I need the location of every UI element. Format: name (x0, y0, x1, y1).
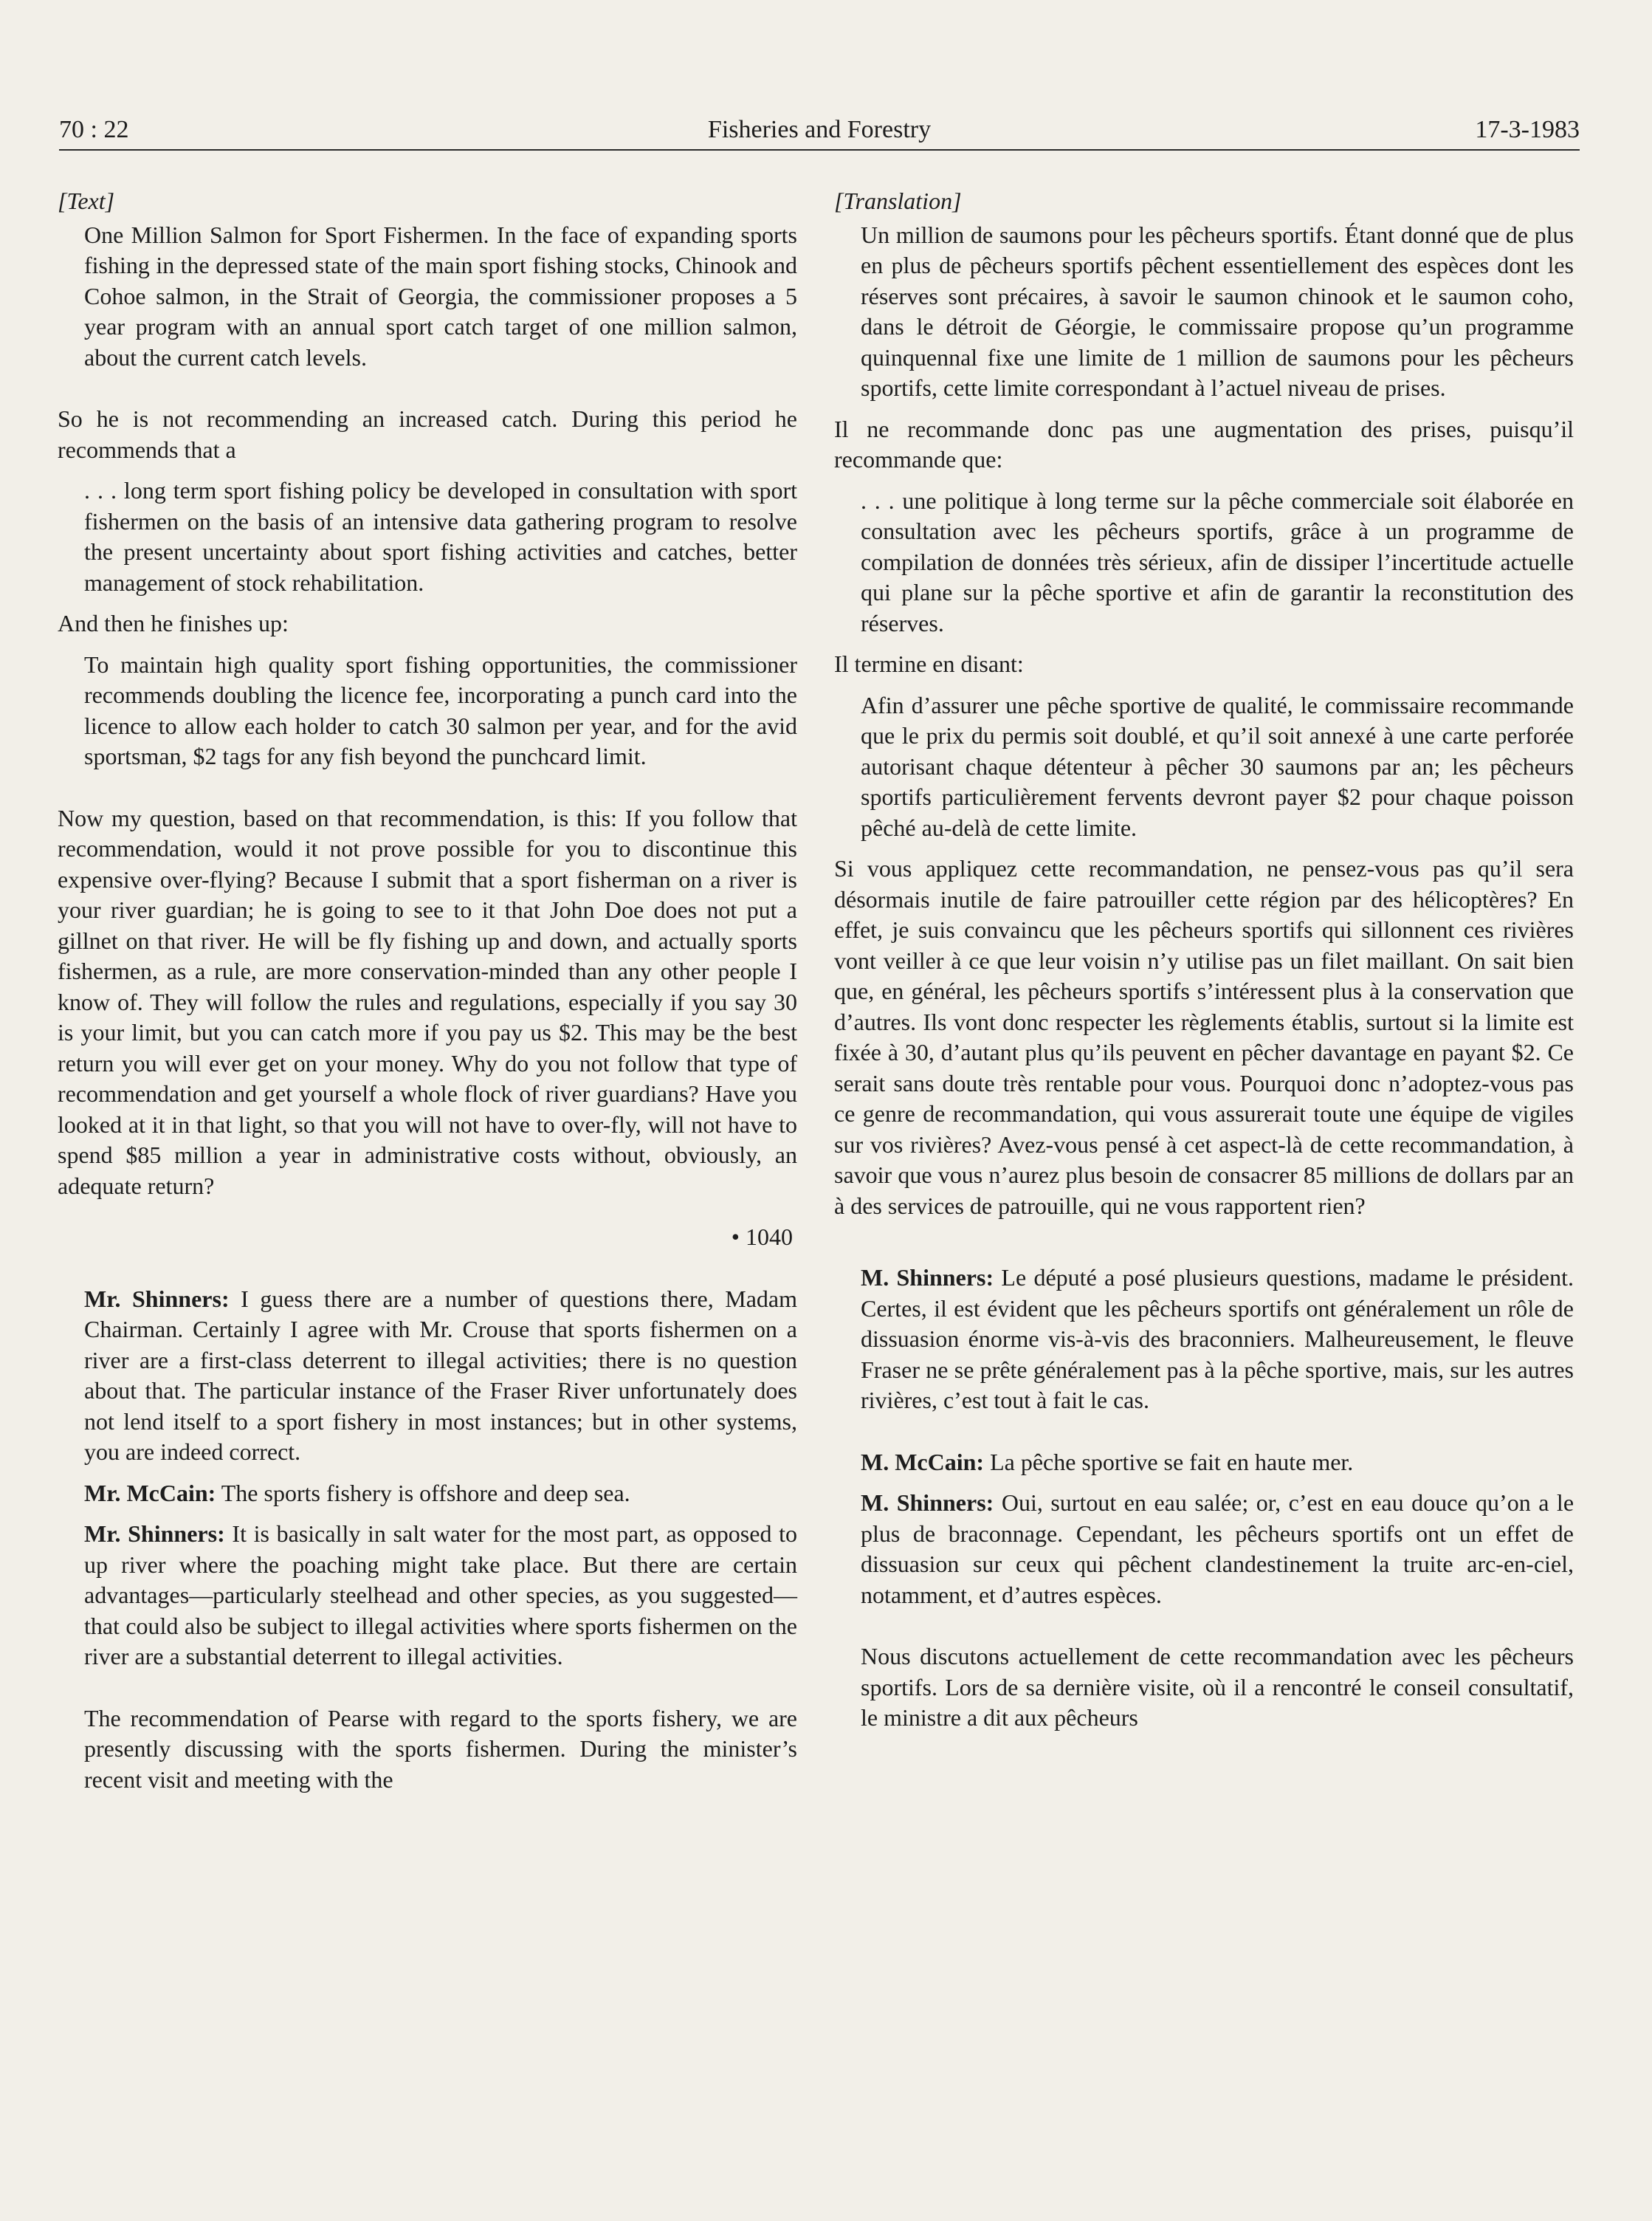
paragraph: Nous discutons actuellement de cette recommandation avec les pêcheurs sportifs. Lors de sa dernière visite, où il a rencontré le conseil consultatif, le ministre a dit aux pêcheurs (861, 1643, 1574, 1731)
speech-text: I guess there are a number of questions there, Madam Chairman. Certainly I agree with Mr. Crouse that sports fishermen on a river are a first-class deterrent to illegal activities; there is no question about that. The particular instance of the Fraser River unfortunately does not lend itself to a sport fishery in most instances; but in other systems, you are indeed correct. (84, 1285, 798, 1465)
speaker-name: M. McCain: (861, 1448, 985, 1475)
speech (834, 1447, 1574, 1478)
speaker-name: Mr. Shinners: (84, 1285, 230, 1312)
speech-text: The sports fishery is offshore and deep sea. (221, 1479, 630, 1506)
speaker-name: Mr. Shinners: (84, 1520, 225, 1547)
running-title: Fisheries and Forestry (707, 116, 932, 143)
quotation: Afin d’assurer une pêche sportive de qualité, le commissaire recommande que le prix du permis soit doublé, et qu’il soit annexé à une carte perforée autorisant chaque détenteur à pêcher 30 saumons par an; les pêcheurs sportifs particulièrement fervents devront payer $2 pour chaque poisson pêché au-delà de cette limite. (861, 691, 1574, 841)
quotation: . . . long term sport fishing policy be developed in consultation with sport fishermen on the basis of an intensive data gathering program to resolve the present uncertainty about sport fishing activities and catches, better management of stock rehabilitation. (84, 477, 797, 596)
speech-text: It is basically in salt water for the most part, as opposed to up river where the poaching might take place. But there are certain advantages—particularly steelhead and other species, as you suggested—that could also be subject to illegal activities where sports fishermen on the river are a substantial deterrent to illegal activities. (84, 1520, 798, 1669)
paragraph: Si vous appliquez cette recommandation, ne pensez-vous pas qu’il sera désormais inutile de faire patrouiller cette région par des hélicoptères? En effet, je suis convaincu que les pêcheurs sportifs qui sillonnent ces rivières vont veiller à ce que leur voisin n’y utilise pas un filet maillant. On sait bien que, en général, les pêcheurs sportifs s’intéressent plus à la conservation que d’autres. Ils vont donc respecter les règlements établis, surtout si la limite est fixée à 30, d’autant plus qu’ils peuvent en pêcher davantage en payant $2. Ce serait sans doute très rentable pour vous. Pourquoi donc n’adoptez-vous pas ce genre de recommandation, qui vous assurerait toute une équipe de vigiles sur vos rivières? Avez-vous pensé à cet aspect-là de cette recommandation, à savoir que vous n’aurez plus besoin de consacrer 85 millions de dollars par an à des services de patrouille, qui ne vous rapportent rien? (834, 855, 1574, 1219)
speaker-name: M. Shinners: (861, 1489, 994, 1516)
translation-tag: [Translation] (834, 188, 962, 214)
page-header (59, 111, 1580, 151)
speaker-name: Mr. McCain: (84, 1479, 216, 1506)
paragraph: And then he finishes up: (58, 610, 289, 636)
french-column (834, 186, 1574, 1734)
speech (834, 1263, 1574, 1416)
english-column (58, 186, 797, 1795)
speech (58, 1478, 797, 1509)
speech-text: La pêche sportive se fait en haute mer. (990, 1448, 1354, 1475)
speaker-name: M. Shinners: (861, 1264, 994, 1291)
paragraph: Un million de saumons pour les pêcheurs sportifs. Étant donné que de plus en plus de pêcheurs sportifs pêchent essentiellement des espèces dont les réserves sont précaires, à savoir le saumon chinook et le saumon coho, dans le détroit de Géorgie, le commissaire propose qu’un programme quinquennal fixe une limite de 1 million de saumons pour les pêcheurs sportifs, cette limite correspondant à l’actuel niveau de prises. (861, 221, 1574, 401)
paragraph: Il termine en disant: (834, 650, 1024, 677)
paragraph: Now my question, based on that recommendation, is this: If you follow that recommendation, would it not prove possible for you to discontinue this expensive over-flying? Because I submit that a sport fisherman on a river is your river guardian; he is going to see to it that John Doe does not put a gillnet on that river. He will be fly fishing up and down, and actually sports fishermen, as a rule, are more conservation-minded than any other people I know of. They will follow the rules and regulations, especially if you say 30 is your limit, but you can catch more if you pay us $2. This may be the best return you will ever get on your money. Why do you not follow that type of recommendation and get yourself a whole flock of river guardians? Have you looked at it in that light, so that you will not have to over-fly, will not have to spend $85 million a year in administrative costs without, obviously, an adequate return? (58, 804, 797, 1199)
text-tag: [Text] (58, 188, 115, 214)
time-marker: • 1040 (731, 1223, 793, 1250)
paragraph: Il ne recommande donc pas une augmentation des prises, puisqu’il recommande que: (834, 415, 1574, 473)
speech (58, 1284, 797, 1468)
speech (58, 1519, 797, 1672)
paragraph: So he is not recommending an increased catch. During this period he recommends that a (58, 405, 797, 463)
paragraph: The recommendation of Pearse with regard to the sports fishery, we are presently discussing with the sports fishermen. During the minister’s recent visit and meeting with the (84, 1704, 797, 1793)
header-date: 17-3-1983 (1475, 116, 1580, 143)
quotation: To maintain high quality sport fishing opportunities, the commissioner recommends doubling the licence fee, incorporating a punch card into the licence to allow each holder to catch 30 salmon per year, and for the avid sportsman, $2 tags for any fish beyond the punchcard limit. (84, 650, 797, 769)
page-number: 70 : 22 (59, 116, 129, 143)
speech-text: Le député a posé plusieurs questions, madame le président. Certes, il est évident que les pêcheurs sportifs ont généralement un rôle de dissuasion énorme vis-à-vis des braconniers. Malheureusement, le fleuve Fraser ne se prête généralement pas à la pêche sportive, mais, sur les autres rivières, c’est tout à fait le cas. (861, 1264, 1574, 1413)
quotation: . . . une politique à long terme sur la pêche commerciale soit élaborée en consultation avec les pêcheurs sportifs, grâce à un programme de compilation de données très sérieux, afin de dissiper l’incertitude actuelle qui plane sur la pêche sportive et afin de garantir la reconstitution des réserves. (861, 487, 1574, 636)
speech-text: Oui, surtout en eau salée; or, c’est en eau douce qu’on a le plus de braconnage. Cependant, les pêcheurs sportifs ont un effet de dissuasion sur ceux qui pêchent clandestinement la truite arc-en-ciel, notamment, et d’autres espèces. (861, 1489, 1574, 1608)
paragraph: One Million Salmon for Sport Fishermen. In the face of expanding sports fishing in the depressed state of the main sport fishing stocks, Chinook and Cohoe salmon, in the Strait of Georgia, the commissioner proposes a 5 year program with an annual sport catch target of one million salmon, about the current catch levels. (84, 221, 797, 371)
speech (834, 1488, 1574, 1610)
